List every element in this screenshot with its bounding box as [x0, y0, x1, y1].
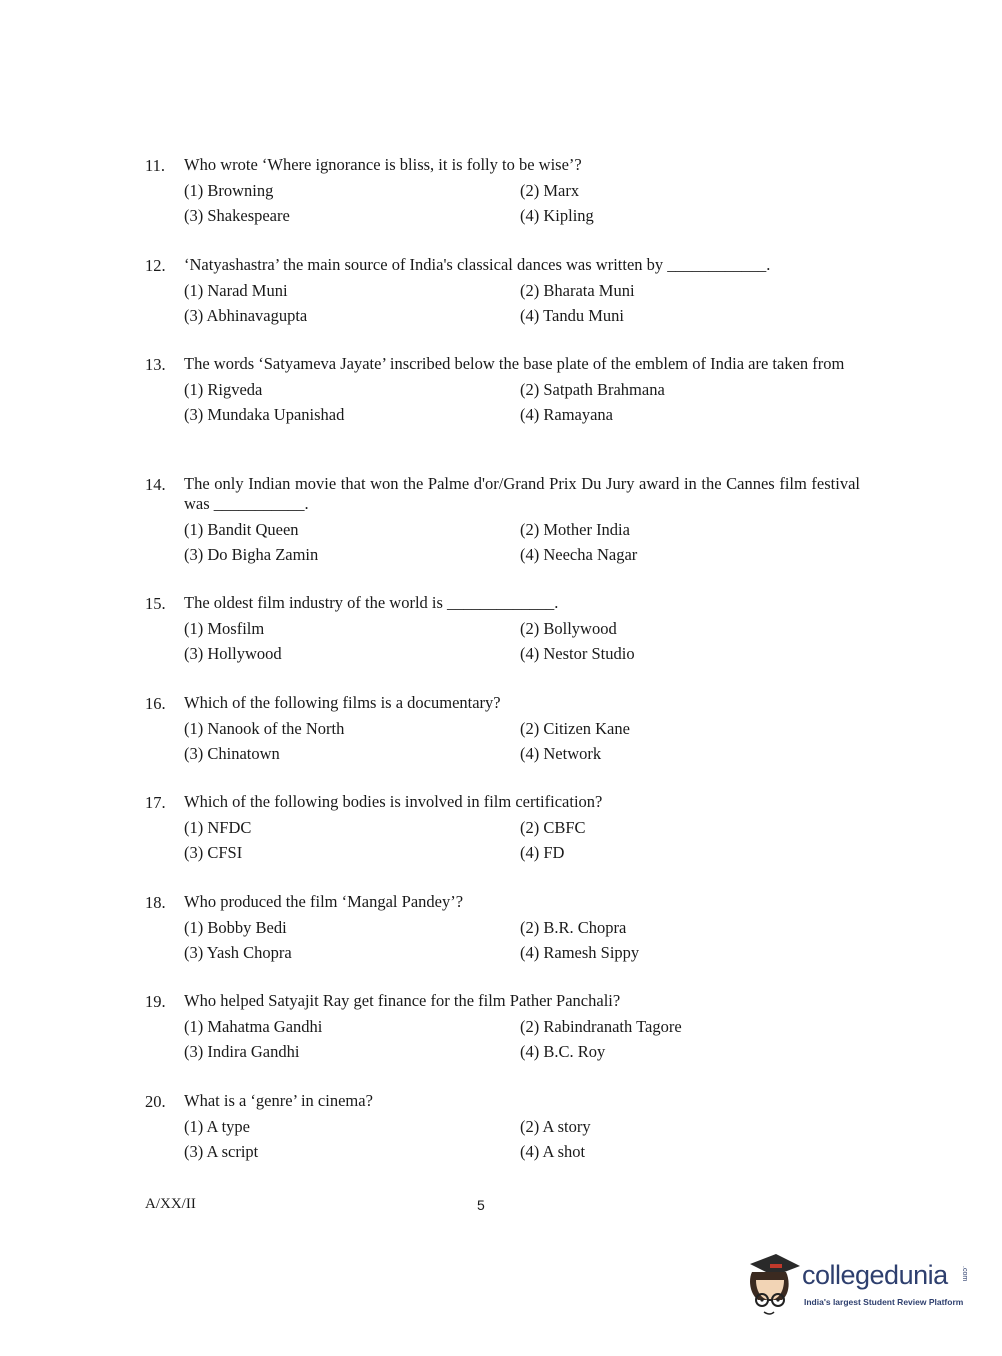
option-2: (2) Mother India: [520, 520, 630, 539]
option-3: (3) CFSI: [184, 843, 243, 862]
option-3: (3) A script: [184, 1142, 259, 1161]
option-3: (3) Chinatown: [184, 744, 280, 763]
option-1: (1) Rigveda: [184, 380, 263, 399]
question-20: [145, 1089, 860, 1164]
logo-wordmark: collegedunia: [802, 1260, 948, 1290]
option-3: (3) Shakespeare: [184, 206, 290, 225]
option-4: (4) Tandu Muni: [520, 306, 624, 325]
option-3: (3) Mundaka Upanishad: [184, 405, 345, 424]
question-number: 15.: [145, 594, 166, 613]
question-text: The oldest film industry of the world is _____________.: [184, 593, 559, 612]
question-text: Who wrote ‘Where ignorance is bliss, it is folly to be wise’?: [184, 155, 582, 174]
option-4: (4) FD: [520, 843, 565, 862]
option-2: (2) Rabindranath Tagore: [520, 1017, 682, 1036]
option-3: (3) Indira Gandhi: [184, 1042, 300, 1061]
logo-com: .com: [961, 1266, 968, 1282]
option-1: (1) Mahatma Gandhi: [184, 1017, 323, 1036]
option-1: (1) Mosfilm: [184, 619, 265, 638]
question-13: [145, 352, 860, 427]
question-number: 20.: [145, 1092, 166, 1111]
option-4: (4) Ramayana: [520, 405, 613, 424]
option-2: (2) Bollywood: [520, 619, 617, 638]
question-text: Who helped Satyajit Ray get finance for the film Pather Panchali?: [184, 991, 621, 1010]
question-16: [145, 691, 860, 766]
option-2: (2) A story: [520, 1117, 591, 1136]
question-number: 14.: [145, 475, 166, 494]
question-11: [145, 153, 860, 228]
option-3: (3) Hollywood: [184, 644, 282, 663]
question-number: 11.: [145, 156, 166, 175]
question-number: 16.: [145, 694, 166, 713]
option-2: (2) B.R. Chopra: [520, 918, 627, 937]
question-number: 17.: [145, 793, 166, 812]
option-2: (2) Bharata Muni: [520, 281, 635, 300]
option-1: (1) Nanook of the North: [184, 719, 345, 738]
question-text: What is a ‘genre’ in cinema?: [184, 1091, 373, 1110]
option-2: (2) Marx: [520, 181, 580, 200]
option-4: (4) Neecha Nagar: [520, 545, 638, 564]
question-number: 13.: [145, 355, 166, 374]
question-text: The only Indian movie that won the Palme d'or/Grand Prix Du Jury award in the Cannes film festival was ___________.: [184, 474, 860, 513]
question-18: [145, 890, 860, 965]
question-17: [145, 790, 860, 865]
logo-tagline: India's largest Student Review Platform: [804, 1297, 964, 1307]
question-text: Which of the following bodies is involved in film certification?: [184, 792, 603, 811]
option-4: (4) B.C. Roy: [520, 1042, 606, 1061]
option-2: (2) CBFC: [520, 818, 586, 837]
option-4: (4) Network: [520, 744, 602, 763]
question-text: Who produced the film ‘Mangal Pandey’?: [184, 892, 464, 911]
option-4: (4) Kipling: [520, 206, 594, 225]
question-text: The words ‘Satyameva Jayate’ inscribed below the base plate of the emblem of India are taken from: [184, 354, 845, 373]
question-text: Which of the following films is a documentary?: [184, 693, 501, 712]
question-text: ‘Natyashastra’ the main source of India's classical dances was written by ____________.: [184, 255, 771, 274]
option-2: (2) Satpath Brahmana: [520, 380, 665, 399]
question-number: 18.: [145, 893, 166, 912]
question-number: 19.: [145, 992, 166, 1011]
question-14: [145, 472, 860, 567]
collegedunia-logo[interactable]: [742, 1250, 972, 1320]
option-3: (3) Do Bigha Zamin: [184, 545, 319, 564]
option-1: (1) A type: [184, 1117, 250, 1136]
option-2: (2) Citizen Kane: [520, 719, 630, 738]
option-4: (4) Ramesh Sippy: [520, 943, 640, 962]
question-12: [145, 253, 860, 328]
option-4: (4) Nestor Studio: [520, 644, 635, 663]
option-3: (3) Abhinavagupta: [184, 306, 308, 325]
option-1: (1) Bandit Queen: [184, 520, 299, 539]
option-1: (1) Narad Muni: [184, 281, 288, 300]
option-1: (1) Browning: [184, 181, 274, 200]
option-4: (4) A shot: [520, 1142, 586, 1161]
option-3: (3) Yash Chopra: [184, 943, 292, 962]
question-19: [145, 989, 860, 1064]
page-number: 5: [477, 1197, 485, 1213]
question-number: 12.: [145, 256, 166, 275]
option-1: (1) Bobby Bedi: [184, 918, 287, 937]
mascot-icon: [742, 1250, 804, 1320]
paper-code: A/XX/II: [145, 1196, 196, 1212]
question-15: [145, 591, 860, 666]
option-1: (1) NFDC: [184, 818, 252, 837]
